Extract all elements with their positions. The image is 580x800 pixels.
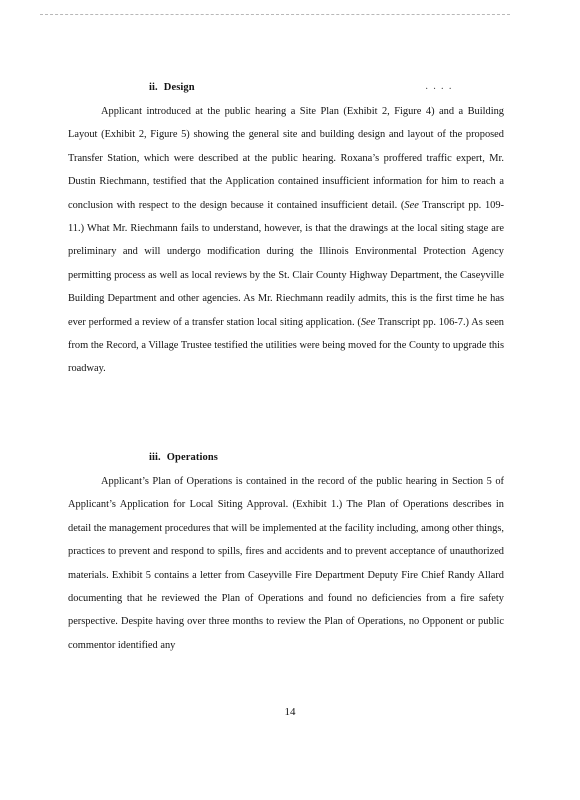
- section-title: Operations: [166, 452, 218, 463]
- header-scan-rule: [40, 14, 510, 15]
- paragraph-text: Transcript pp. 109-11.) What Mr. Riechmann fails to understand, however, is that the drawings at the local siting stage are preliminary and will undergo modification during the Illinois Environmental Protection Agency permitting process as well as local reviews by the St. Clair County Highway Department, the Caseyville Building Department and other agencies. As Mr. Riechmann readily admits, this is the first time he has ever performed a review of a transfer station local siting application. (: [68, 199, 504, 328]
- section-number: ii.: [149, 82, 158, 93]
- section-heading-design: [149, 82, 195, 93]
- paragraph-text: Applicant introduced at the public hearing a Site Plan (Exhibit 2, Figure 4) and a Building Layout (Exhibit 2, Figure 5) showing the general site and building design and layout of the proposed Transfer Station, which were described at the public hearing. Roxana’s proffered traffic expert, Mr. Dustin Riechmann, testified that the Application contained insufficient information for him to reach a conclusion with respect to the design because it contained insufficient detail. (: [68, 106, 504, 211]
- operations-paragraph: Applicant’s Plan of Operations is contained in the record of the public hearing in Section 5 of Applicant’s Application for Local Siting Approval. (Exhibit 1.) The Plan of Operations describes in detail the management procedures that will be implemented at the facility including, among other things, practices to prevent and respond to spills, fires and accidents and to prevent acceptance of unauthorized materials. Exhibit 5 contains a letter from Caseyville Fire Department Deputy Fire Chief Randy Allard documenting that he reviewed the Plan of Operations and found no deficiencies from a fire safety perspective. Despite having over three months to review the Plan of Operations, no Opponent or public commentor identified any: [68, 476, 504, 651]
- citation-signal: See: [404, 199, 419, 211]
- section-number: iii.: [149, 452, 161, 463]
- citation-signal: See: [360, 316, 376, 328]
- paragraph-text: Transcript pp. 106-7.) As seen from the Record, a Village Trustee testified the utilities were being moved for the County to upgrade this roadway.: [68, 316, 504, 375]
- section-heading-operations: [149, 452, 218, 463]
- page-number: 14: [284, 706, 296, 718]
- section-title: Design: [163, 82, 195, 93]
- design-paragraph: [68, 100, 504, 381]
- scan-mark: · · · ·: [425, 84, 453, 95]
